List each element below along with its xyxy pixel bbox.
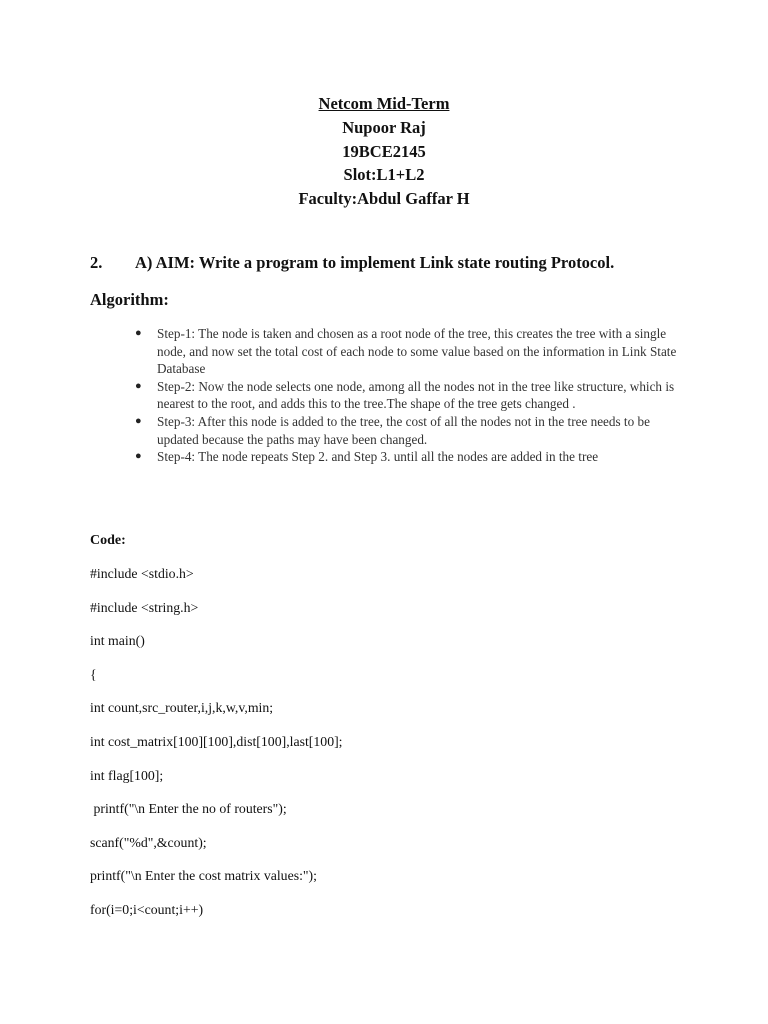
algorithm-steps bbox=[130, 325, 690, 466]
step-text: Step-1: The node is taken and chosen as a root node of the tree, this creates the tree with a single node, and now set the total cost of each node to some value based on the information in Link State Database bbox=[157, 326, 677, 377]
step-text: Step-4: The node repeats Step 2. and Step 3. until all the nodes are added in the tree bbox=[157, 449, 599, 465]
code-line: int count,src_router,i,j,k,w,v,min; bbox=[90, 700, 274, 716]
bullet-icon: ● bbox=[135, 327, 142, 339]
algorithm-step bbox=[130, 325, 690, 378]
document-title: Netcom Mid-Term bbox=[318, 94, 450, 113]
code-line: int main() bbox=[90, 633, 145, 649]
step-text: Step-2: Now the node selects one node, among all the nodes not in the tree like structure, which is nearest to the root, and adds this to the tree.The shape of the tree gets changed . bbox=[157, 378, 675, 412]
bullet-icon: ● bbox=[135, 450, 142, 463]
student-name: Nupoor Raj bbox=[342, 117, 426, 137]
algorithm-step bbox=[130, 378, 690, 413]
code-listing bbox=[90, 564, 343, 934]
question-aim: A) AIM: Write a program to implement Link state routing Protocol. bbox=[135, 253, 615, 272]
code-line: int cost_matrix[100][100],dist[100],last[100]; bbox=[90, 733, 343, 749]
algorithm-step bbox=[130, 448, 690, 466]
code-line: int flag[100]; bbox=[90, 767, 164, 783]
step-text: Step-3: After this node is added to the tree, the cost of all the nodes not in the tree needs to be updated because the paths may have been changed. bbox=[157, 413, 650, 447]
algorithm-step bbox=[130, 413, 690, 448]
algorithm-heading: Algorithm: bbox=[90, 290, 169, 309]
code-line: { bbox=[90, 666, 97, 682]
code-line: printf("\n Enter the cost matrix values:"); bbox=[90, 868, 317, 884]
code-line: #include <string.h> bbox=[90, 599, 199, 615]
bullet-icon: ● bbox=[135, 379, 142, 392]
question-heading bbox=[90, 252, 614, 274]
code-line: #include <stdio.h> bbox=[90, 566, 194, 581]
code-heading: Code: bbox=[90, 533, 126, 548]
slot-info: Slot:L1+L2 bbox=[343, 165, 425, 185]
code-line: scanf("%d",&count); bbox=[90, 834, 207, 850]
question-number: 2. bbox=[90, 253, 103, 272]
code-line: for(i=0;i<count;i++) bbox=[90, 901, 204, 917]
code-line: printf("\n Enter the no of routers"); bbox=[90, 801, 287, 817]
faculty-info: Faculty:Abdul Gaffar H bbox=[298, 189, 470, 209]
document-header bbox=[0, 92, 768, 211]
bullet-icon: ● bbox=[135, 414, 142, 427]
registration-number: 19BCE2145 bbox=[342, 141, 426, 161]
